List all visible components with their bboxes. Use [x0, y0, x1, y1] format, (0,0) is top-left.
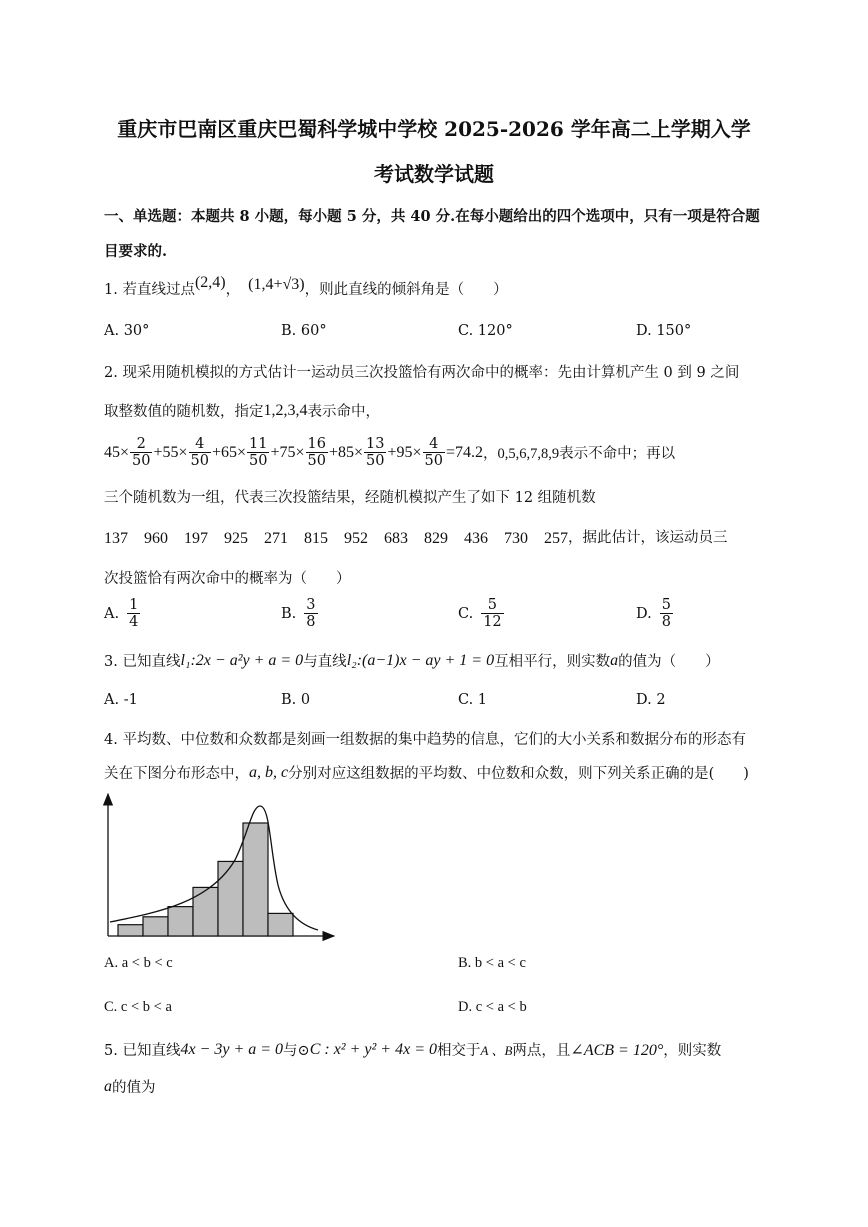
histogram-bars: [118, 823, 293, 936]
frac-numerator: 4: [189, 436, 211, 453]
frac-denominator: 50: [307, 453, 326, 469]
q1-option-d: D. 150°: [636, 323, 692, 339]
q5-suffix: ，则实数: [663, 1043, 722, 1059]
q2-option-b-frac: [304, 597, 317, 630]
q2-term-3-frac: [247, 436, 269, 469]
q5-line2: [104, 1076, 156, 1097]
q2-term-4-coef: +75×: [270, 443, 305, 461]
q3-prefix: 3. 已知直线: [104, 654, 181, 670]
question-5-stem: [104, 1039, 721, 1060]
q4-option-a-text: A. a < b < c: [104, 955, 173, 971]
q3-suffix2: 的值为（ ）: [618, 654, 720, 670]
q2-term-1-frac: [130, 436, 152, 469]
q2-random-numbers: 137 960 197 925 271 815 952 683 829 436 730 257: [104, 530, 569, 547]
question-3-stem: [104, 650, 720, 671]
q3-option-b: B. 0: [281, 692, 311, 708]
frac-numerator: 5: [661, 597, 671, 613]
distribution-histogram: [100, 790, 340, 945]
frac-denominator: 50: [190, 453, 209, 469]
q2-formula-result: =74.2: [445, 443, 484, 461]
q2-hit-digits: 1,2,3,4: [263, 401, 308, 419]
q1-point-2: (1,4+√3): [248, 275, 305, 293]
q2-option-b-label: B.: [281, 605, 297, 622]
q5-var: a: [104, 1077, 112, 1095]
frac-numerator: 11: [249, 436, 268, 452]
q5-prefix: 5. 已知直线: [104, 1043, 181, 1059]
q4-option-b: [458, 955, 526, 972]
q2-line1: 2. 现采用随机模拟的方式估计一运动员三次投篮恰有两次命中的概率：先由计算机产生 0 到 9 之间: [104, 365, 740, 381]
histogram-bar: [118, 925, 143, 936]
q4-line2-c: 分别对应这组数据的平均数、中位数和众数，则下列关系正确的是( ): [288, 766, 749, 782]
q2-line2-a: 取整数值的随机数，指定: [104, 404, 264, 420]
q3-option-a: A. -1: [104, 692, 138, 708]
q2-option-c: [458, 597, 505, 630]
frac-denominator: 50: [424, 453, 443, 469]
frac-denominator: 50: [366, 453, 385, 469]
q5-mid2: 相交于: [437, 1043, 481, 1059]
q2-option-c-label: C.: [458, 605, 474, 622]
q2-term-2-frac: [189, 436, 211, 469]
section-header-line1: 一、单选题：本题共 8 小题，每小题 5 分，共 40 分.在每小题给出的四个选项中，只有一项是符合题: [104, 208, 760, 225]
histogram-bar: [243, 823, 268, 936]
q2-line3-tail: 表示不命中；再以: [559, 446, 676, 462]
frac-numerator: 4: [423, 436, 445, 453]
q2-option-d-label: D.: [636, 605, 652, 622]
q3-line-2: l₂:(a−1)x − ay + 1 = 0: [346, 651, 495, 669]
q4-option-d-text: D. c < a < b: [458, 999, 527, 1015]
histogram-bar: [168, 907, 193, 936]
frac-numerator: 5: [481, 597, 503, 614]
q4-line2-a: 关在下图分布形态中，: [104, 766, 249, 782]
q2-term-5-frac: [364, 436, 386, 469]
frac-numerator: 2: [130, 436, 152, 453]
q5-line2-text: 的值为: [112, 1080, 156, 1096]
histogram-bar: [268, 913, 293, 936]
q5-circle: C : x² + y² + 4x = 0: [309, 1040, 437, 1058]
q2-numbers-tail: ，据此估计，该运动员三: [568, 530, 728, 546]
q3-suffix: 互相平行，则实数: [494, 654, 611, 670]
frac-numerator: 13: [366, 436, 385, 452]
q2-line2: [104, 400, 380, 421]
q2-line6: 次投篮恰有两次命中的概率为（ ）: [104, 571, 351, 587]
q2-line2-c: 表示命中，: [307, 404, 380, 420]
q1-suffix: ，则此直线的倾斜角是（ ）: [304, 282, 508, 298]
q2-term-2-coef: +55×: [153, 443, 188, 461]
q5-angle: ∠ACB = 120°: [570, 1041, 664, 1059]
frac-denominator: 8: [661, 614, 671, 630]
q2-term-6-coef: +95×: [387, 443, 422, 461]
q1-option-c: C. 120°: [458, 323, 513, 339]
q3-mid: 与直线: [303, 654, 347, 670]
q3-line-1: l₁:2x − a²y + a = 0: [180, 651, 304, 669]
q2-option-a-frac: [127, 597, 140, 630]
q4-option-c-text: C. c < b < a: [104, 999, 172, 1015]
q4-option-b-text: B. b < a < c: [458, 955, 526, 971]
q3-option-d: D. 2: [636, 692, 666, 708]
q4-option-d: [458, 999, 527, 1016]
q5-line: 4x − 3y + a = 0: [180, 1040, 284, 1058]
document-title-line2: 考试数学试题: [374, 162, 494, 186]
q2-line4: 三个随机数为一组，代表三次投篮结果，经随机模拟产生了如下 12 组随机数: [104, 490, 596, 506]
q2-formula: [104, 436, 675, 469]
frac-numerator: 3: [306, 597, 316, 613]
histogram-bar: [218, 861, 243, 936]
q3-var: a: [610, 651, 619, 669]
q2-miss-digits: ，0,5,6,7,8,9: [483, 446, 560, 462]
histogram-bar: [193, 887, 218, 936]
q2-term-6-frac: [423, 436, 445, 469]
q2-term-3-coef: +65×: [211, 443, 247, 461]
frac-denominator: 50: [132, 453, 151, 469]
q2-option-b: [281, 597, 319, 630]
q5-mid: 与⊙: [283, 1043, 310, 1059]
q2-term-5-coef: +85×: [328, 443, 364, 461]
q1-option-b: B. 60°: [281, 323, 327, 339]
q2-option-c-frac: [481, 597, 503, 630]
section-header-line2: 目要求的.: [104, 243, 168, 260]
frac-denominator: 50: [249, 453, 268, 469]
frac-denominator: 12: [483, 614, 502, 630]
q1-point-1: (2,4): [194, 273, 226, 291]
q2-option-a-label: A.: [104, 605, 120, 622]
q4-option-a: [104, 955, 173, 972]
q2-option-a: [104, 597, 141, 630]
q2-term-4-frac: [306, 436, 328, 469]
document-title-line1: 重庆市巴南区重庆巴蜀科学城中学校 2025-2026 学年高二上学期入学: [117, 117, 751, 141]
q5-mid3: 两点，且: [512, 1043, 571, 1059]
q2-term-1-coef: 45×: [104, 443, 130, 461]
frac-numerator: 16: [307, 436, 326, 452]
q2-option-d: [636, 597, 674, 630]
q1-option-a: A. 30°: [104, 323, 150, 339]
q2-option-d-frac: [660, 597, 673, 630]
question-1-stem: [104, 273, 508, 299]
frac-denominator: 8: [306, 614, 316, 630]
q5-points: A 、B: [480, 1043, 513, 1058]
frac-numerator: 1: [129, 597, 139, 613]
q2-numbers-line: [104, 525, 728, 548]
q3-option-c: C. 1: [458, 692, 488, 708]
q4-option-c: [104, 999, 172, 1016]
q4-line1: 4. 平均数、中位数和众数都是刻画一组数据的集中趋势的信息，它们的大小关系和数据分布的形态有: [104, 732, 746, 748]
histogram-bar: [143, 917, 168, 936]
q4-line2: [104, 762, 749, 783]
q1-prefix: 1. 若直线过点: [104, 282, 195, 298]
q4-vars: a, b, c: [249, 763, 289, 781]
frac-denominator: 4: [129, 614, 139, 630]
q1-sep: ，: [225, 282, 241, 298]
